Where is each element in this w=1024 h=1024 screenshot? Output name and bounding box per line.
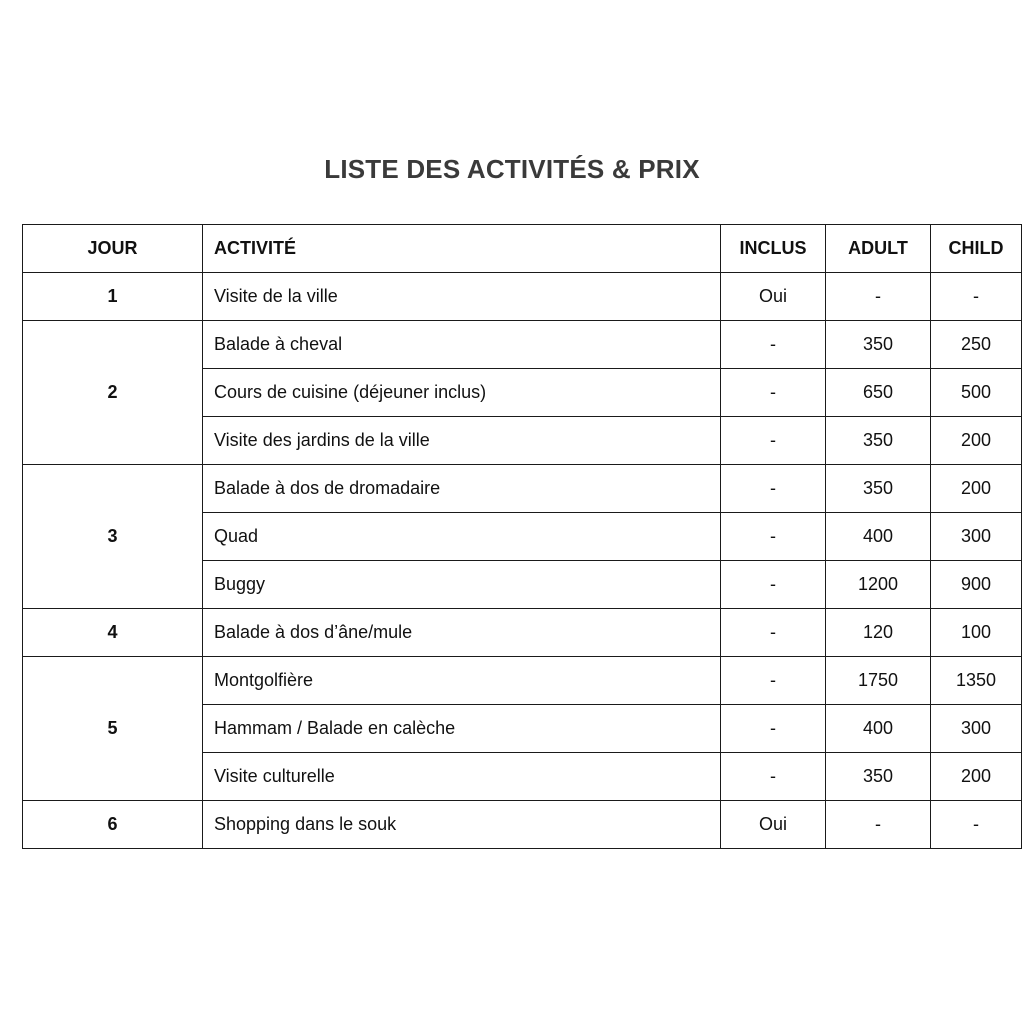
table-row [23, 657, 1022, 705]
adult-price: 1200 [826, 561, 931, 609]
activity-name: Balade à dos de dromadaire [203, 465, 721, 513]
adult-price: 400 [826, 513, 931, 561]
adult-price: 350 [826, 753, 931, 801]
included-cell: - [721, 561, 826, 609]
activity-name: Shopping dans le souk [203, 801, 721, 849]
child-price: 300 [931, 705, 1022, 753]
day-number: 2 [23, 321, 203, 465]
included-cell: - [721, 513, 826, 561]
included-cell: - [721, 705, 826, 753]
child-price: 500 [931, 369, 1022, 417]
table-row [23, 321, 1022, 369]
day-number: 4 [23, 609, 203, 657]
activity-name: Hammam / Balade en calèche [203, 705, 721, 753]
adult-price: 350 [826, 321, 931, 369]
included-cell: - [721, 657, 826, 705]
table-body [23, 273, 1022, 849]
activity-name: Balade à cheval [203, 321, 721, 369]
day-number: 6 [23, 801, 203, 849]
included-cell: - [721, 753, 826, 801]
page-title: LISTE DES ACTIVITÉS & PRIX [324, 154, 700, 184]
table-row [23, 609, 1022, 657]
adult-price: - [826, 273, 931, 321]
child-price: 1350 [931, 657, 1022, 705]
child-price: 300 [931, 513, 1022, 561]
activities-table [22, 224, 1022, 849]
activity-name: Visite des jardins de la ville [203, 417, 721, 465]
day-number: 1 [23, 273, 203, 321]
child-price: 200 [931, 753, 1022, 801]
adult-price: 400 [826, 705, 931, 753]
activity-name: Montgolfière [203, 657, 721, 705]
included-cell: Oui [721, 801, 826, 849]
included-cell: - [721, 321, 826, 369]
column-header-day: JOUR [23, 225, 203, 273]
day-number: 5 [23, 657, 203, 801]
table-row [23, 465, 1022, 513]
included-cell: - [721, 417, 826, 465]
column-header-activity: ACTIVITÉ [203, 225, 721, 273]
adult-price: 350 [826, 417, 931, 465]
activity-name: Visite culturelle [203, 753, 721, 801]
adult-price: 350 [826, 465, 931, 513]
included-cell: - [721, 609, 826, 657]
child-price: 200 [931, 417, 1022, 465]
child-price: 100 [931, 609, 1022, 657]
included-cell: - [721, 369, 826, 417]
table-row [23, 273, 1022, 321]
day-number: 3 [23, 465, 203, 609]
adult-price: - [826, 801, 931, 849]
child-price: 250 [931, 321, 1022, 369]
included-cell: Oui [721, 273, 826, 321]
child-price: - [931, 801, 1022, 849]
activity-name: Balade à dos d’âne/mule [203, 609, 721, 657]
activity-name: Buggy [203, 561, 721, 609]
table-row [23, 801, 1022, 849]
child-price: - [931, 273, 1022, 321]
included-cell: - [721, 465, 826, 513]
activity-name: Visite de la ville [203, 273, 721, 321]
child-price: 900 [931, 561, 1022, 609]
adult-price: 1750 [826, 657, 931, 705]
column-header-included: INCLUS [721, 225, 826, 273]
adult-price: 120 [826, 609, 931, 657]
adult-price: 650 [826, 369, 931, 417]
child-price: 200 [931, 465, 1022, 513]
activity-name: Quad [203, 513, 721, 561]
activity-name: Cours de cuisine (déjeuner inclus) [203, 369, 721, 417]
column-header-adult: ADULT [826, 225, 931, 273]
table-header-row [23, 225, 1022, 273]
column-header-child: CHILD [931, 225, 1022, 273]
